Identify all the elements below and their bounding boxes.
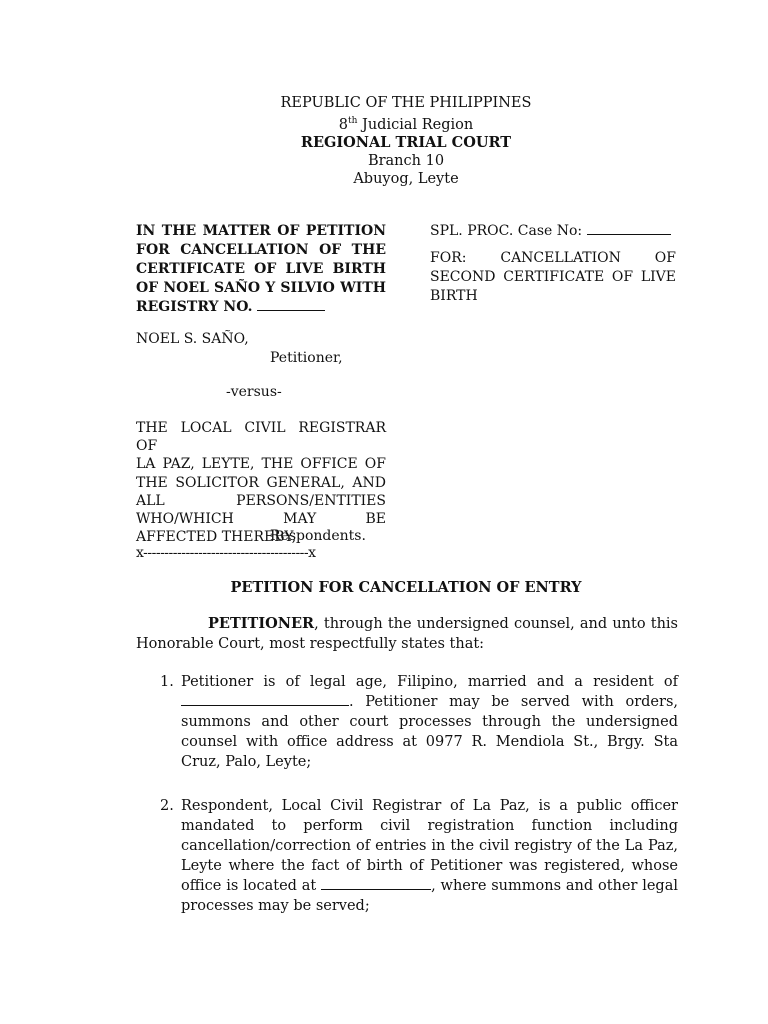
matter-line-registry bbox=[136, 298, 386, 317]
header-region-number: 8 bbox=[338, 116, 348, 133]
matter-line: CERTIFICATE OF LIVE BIRTH bbox=[136, 261, 386, 277]
respondent-line: WHO/WHICH MAY BE bbox=[136, 511, 386, 528]
case-number-label: SPL. PROC. Case No: bbox=[430, 223, 587, 239]
respondent-line: THE LOCAL CIVIL REGISTRAR OF bbox=[136, 420, 386, 455]
case-number-line bbox=[430, 222, 676, 241]
petitioner-role: Petitioner, bbox=[270, 350, 343, 366]
numbered-paragraph bbox=[160, 796, 678, 916]
intro-petitioner-bold: PETITIONER bbox=[208, 615, 315, 632]
intro-paragraph bbox=[136, 614, 678, 654]
case-number-blank bbox=[587, 222, 671, 235]
respondent-line: LA PAZ, LEYTE, THE OFFICE OF bbox=[136, 456, 386, 473]
petitioner-name: NOEL S. SAÑO, bbox=[136, 331, 249, 347]
subject-line: FOR: CANCELLATION OF bbox=[430, 250, 676, 266]
paragraph-text: . Petitioner may be served with orders, summons and other court processes through the undersigned counsel with office address at 0977 R. Mendiola St., Brgy. Sta Cruz, Palo, Leyte; bbox=[181, 694, 678, 770]
paragraph-body bbox=[181, 796, 678, 916]
respondent-line: AFFECTED THEREBY, bbox=[136, 529, 297, 546]
case-subject bbox=[430, 249, 676, 306]
registry-number-blank bbox=[257, 298, 325, 311]
versus-label: -versus- bbox=[226, 384, 282, 400]
header-judicial-region bbox=[0, 112, 768, 134]
header-region-text: Judicial Region bbox=[357, 116, 474, 133]
paragraph-text: , where summons and other legal processes may be served; bbox=[181, 878, 678, 914]
court-header bbox=[0, 94, 768, 188]
subject-line: SECOND CERTIFICATE OF LIVE bbox=[430, 269, 676, 285]
paragraph-text: Respondent, Local Civil Registrar of La Paz, is a public officer mandated to perform civil registration function including cancellation/correction of entries in the civil registry of the La Paz, Leyte where the fact of birth of Petitioner was registered, whose office is located at bbox=[181, 798, 678, 894]
registry-label: REGISTRY NO. bbox=[136, 299, 258, 315]
respondent-line: THE SOLICITOR GENERAL, AND bbox=[136, 474, 386, 491]
header-region-suffix: th bbox=[347, 116, 358, 126]
matter-line: IN THE MATTER OF PETITION bbox=[136, 223, 386, 239]
subject-line: BIRTH bbox=[430, 288, 478, 304]
office-address-blank bbox=[321, 876, 431, 890]
header-branch: Branch 10 bbox=[367, 152, 445, 169]
petition-title: PETITION FOR CANCELLATION OF ENTRY bbox=[230, 579, 582, 596]
matter-line: FOR CANCELLATION OF THE bbox=[136, 242, 386, 258]
respondent-line: ALL PERSONS/ENTITIES bbox=[136, 492, 386, 509]
matter-line: OF NOEL SAÑO Y SILVIO WITH bbox=[136, 280, 386, 296]
paragraph-body bbox=[181, 672, 678, 772]
numbered-paragraph bbox=[160, 672, 678, 772]
residence-blank bbox=[181, 692, 349, 706]
case-matter-caption bbox=[136, 222, 386, 317]
paragraph-text: Petitioner is of legal age, Filipino, married and a resident of bbox=[181, 674, 678, 690]
caption-divider: x---------------------------------------x bbox=[136, 545, 316, 561]
intro-text: , through the undersigned counsel, and unto this Honorable Court, most respectfully states that: bbox=[136, 616, 678, 652]
header-location: Abuyog, Leyte bbox=[353, 170, 459, 187]
header-court-name: REGIONAL TRIAL COURT bbox=[300, 133, 512, 151]
paragraph-number: 2. bbox=[160, 798, 174, 814]
case-number-caption bbox=[430, 222, 676, 306]
paragraph-number: 1. bbox=[160, 674, 174, 690]
header-republic: REPUBLIC OF THE PHILIPPINES bbox=[280, 95, 532, 111]
respondent-role: Respondents. bbox=[270, 528, 366, 544]
